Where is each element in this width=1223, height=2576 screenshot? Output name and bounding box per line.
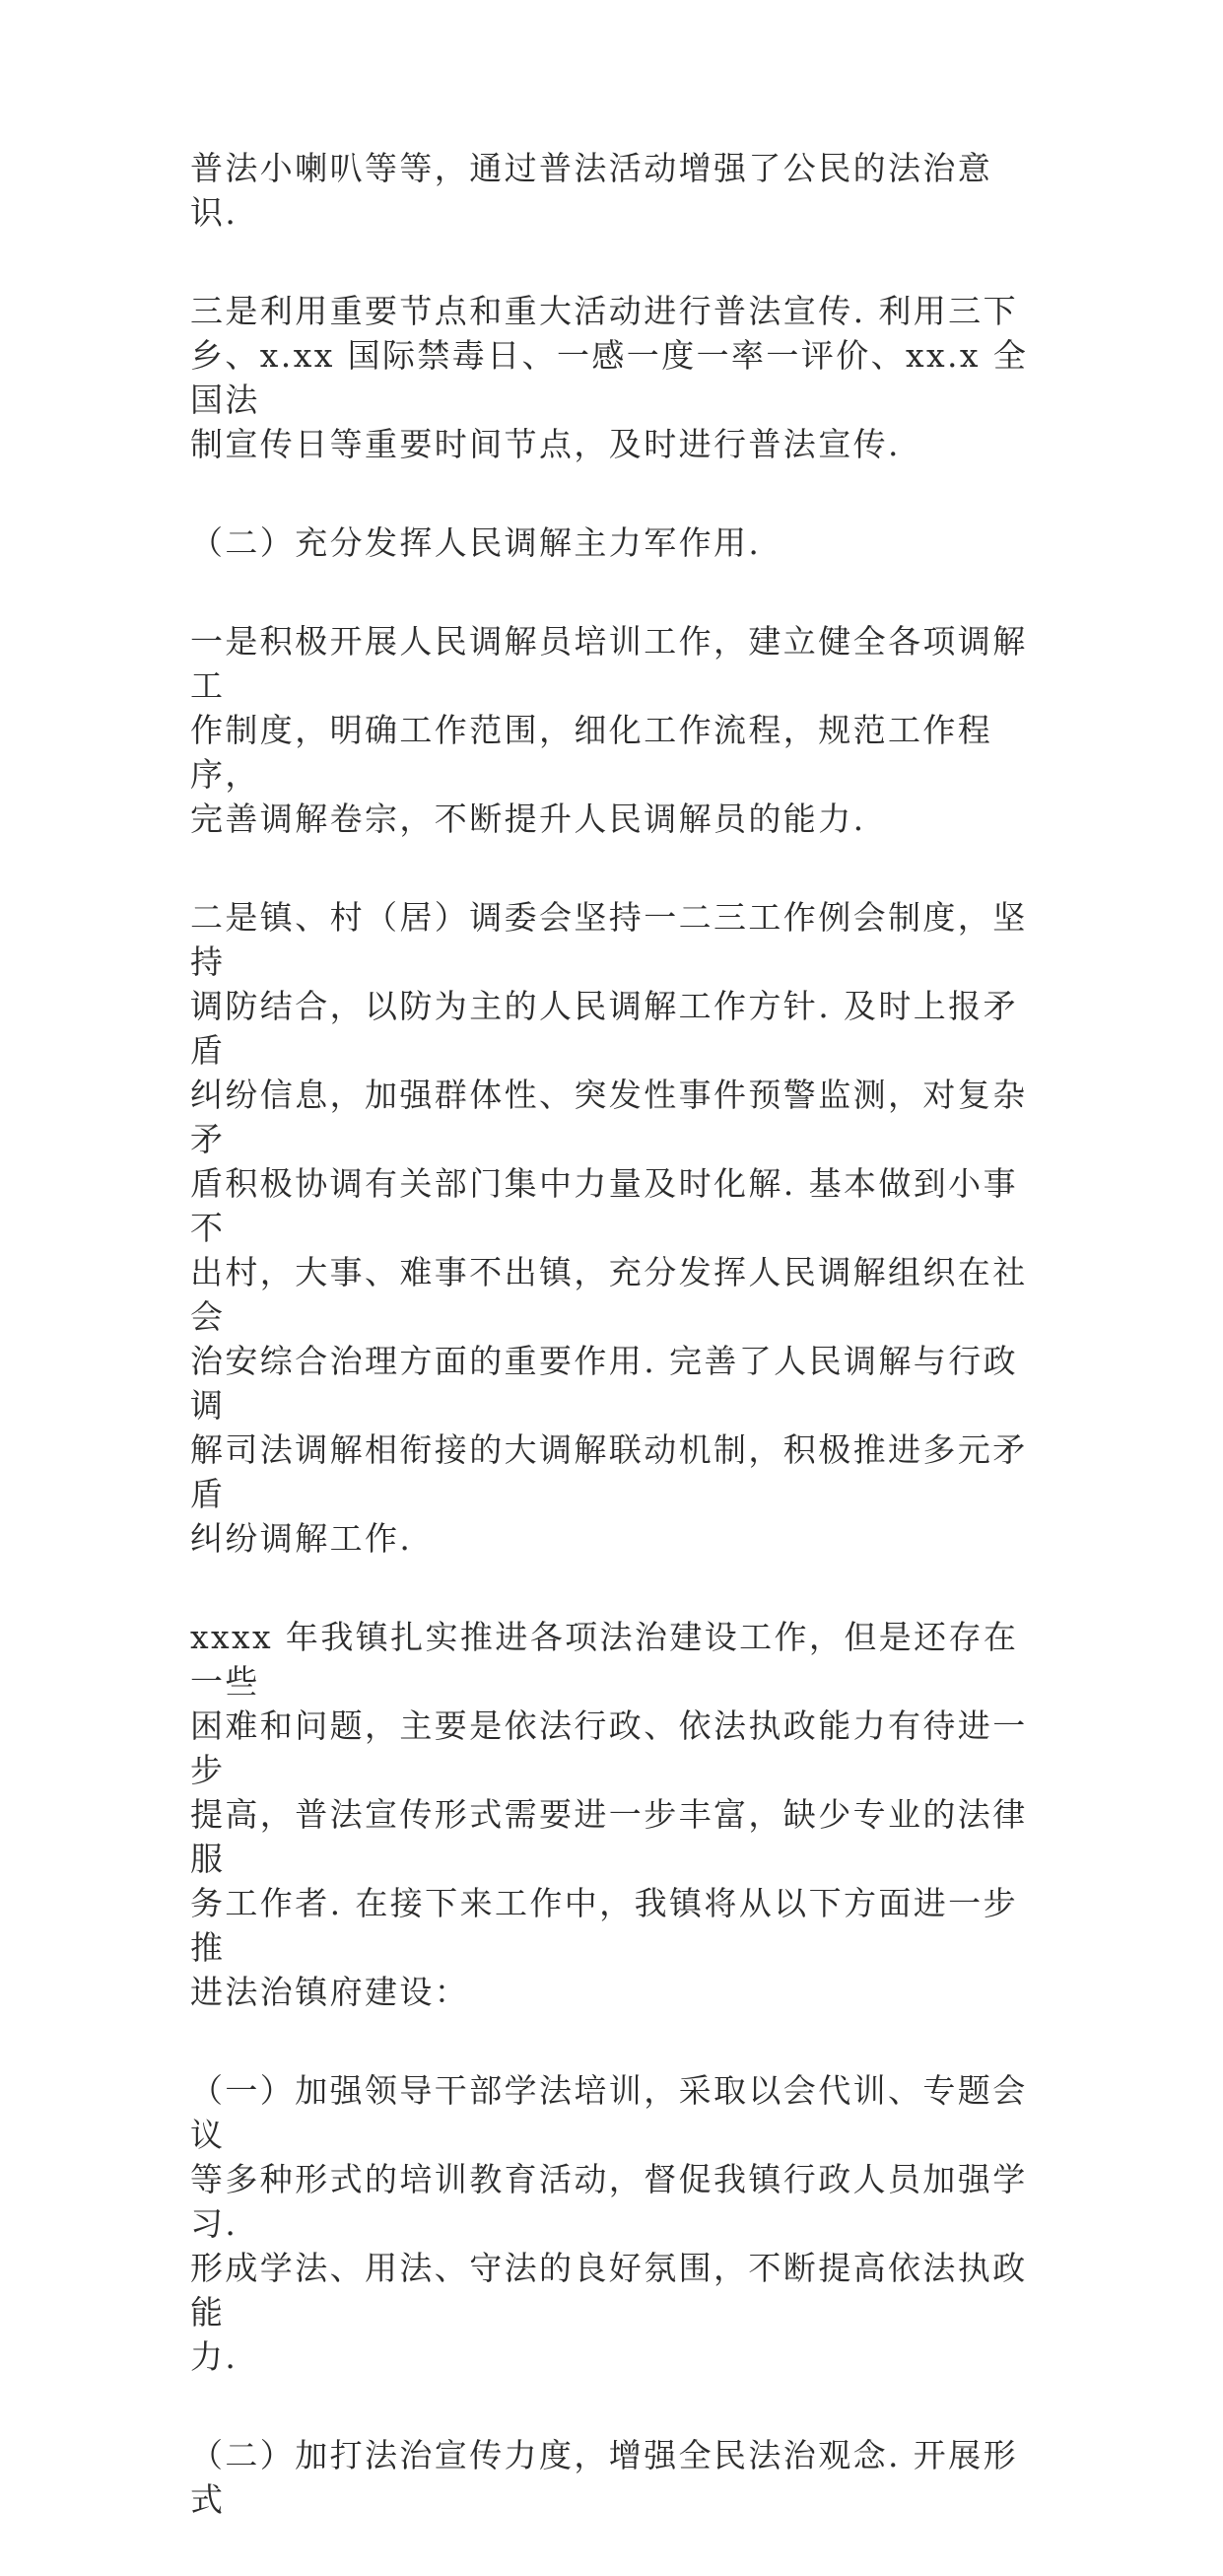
paragraph-6: （一）加强领导干部学法培训，采取以会代训、专题会议 等多种形式的培训教育活动，督促我镇行政人员加强学习. 形成学法、用法、守法的良好氛围，不断提高依法执政能 力. xyxy=(190,2071,1028,2376)
paragraph-1: 普法小喇叭等等，通过普法活动增强了公民的法治意识. xyxy=(190,149,993,232)
paragraph-3: 一是积极开展人民调解员培训工作，建立健全各项调解工 作制度，明确工作范围，细化工作流程，规范工作程序， 完善调解卷宗，不断提升人民调解员的能力. xyxy=(190,622,1028,838)
paragraph-7: （二）加打法治宣传力度，增强全民法治观念. 开展形式 xyxy=(190,2436,1018,2519)
document-body xyxy=(190,146,1038,2576)
paragraph-5: xxxx 年我镇扎实推进各项法治建设工作，但是还存在一些 困难和问题，主要是依法行政、依法执政能力有待进一步 提高，普法宣传形式需要进一步丰富，缺少专业的法律服 务工作者. 在接下来工作中，我镇将从以下方面进一步推 进法治镇府建设： xyxy=(190,1618,1028,2011)
paragraph-2: 三是利用重要节点和重大活动进行普法宣传. 利用三下 乡、x.xx 国际禁毒日、一感一度一率一评价、xx.x 全国法 制宣传日等重要时间节点，及时进行普法宣传. xyxy=(190,292,1029,463)
section-heading-2: （二）充分发挥人民调解主力军作用. xyxy=(190,523,762,562)
paragraph-4: 二是镇、村（居）调委会坚持一二三工作例会制度，坚持 调防结合，以防为主的人民调解工作方针. 及时上报矛盾 纠纷信息，加强群体性、突发性事件预警监测，对复杂矛 盾积极协调有关部门集中力量及时化解. 基本做到小事不 出村，大事、难事不出镇，充分发挥人民调解组织在社会 治安综合治理方面的重要作用. 完善了人民调解与行政调 解司法调解相衔接的大调解联动机制，积极推进多元矛盾 纠纷调解工作. xyxy=(190,898,1028,1558)
